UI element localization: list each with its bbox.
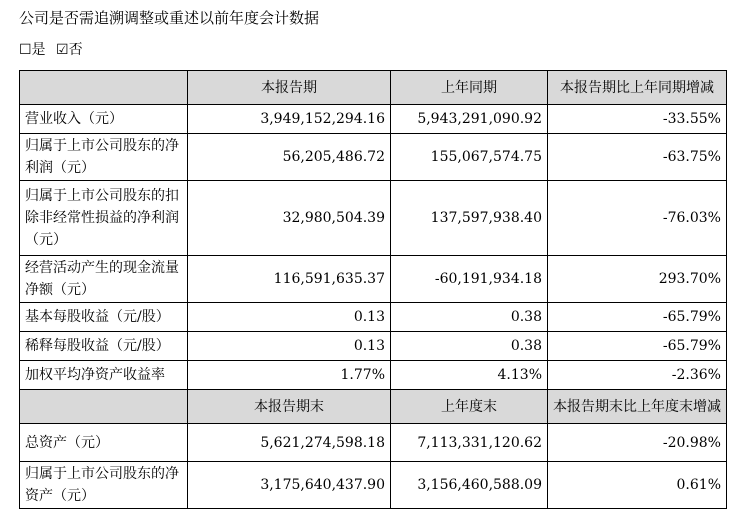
current-value: 32,980,504.39 bbox=[188, 181, 391, 256]
table-row bbox=[20, 303, 727, 332]
prior-value: 7,113,331,120.62 bbox=[391, 424, 548, 462]
header-current-period: 本报告期 bbox=[188, 71, 391, 105]
header-row-period-end bbox=[20, 390, 727, 424]
header-prior-period: 上年同期 bbox=[391, 71, 548, 105]
table-row bbox=[20, 134, 727, 181]
header-blank bbox=[20, 71, 188, 105]
row-label: 经营活动产生的现金流量净额（元） bbox=[20, 256, 188, 303]
row-label: 总资产（元） bbox=[20, 424, 188, 462]
choice-yes: ☐是 bbox=[19, 42, 46, 58]
current-value: 0.13 bbox=[188, 303, 391, 332]
row-label: 归属于上市公司股东的净资产（元） bbox=[20, 462, 188, 509]
table-row bbox=[20, 424, 727, 462]
change-value: -65.79% bbox=[548, 303, 727, 332]
header-blank bbox=[20, 390, 188, 424]
current-value: 116,591,635.37 bbox=[188, 256, 391, 303]
row-label: 归属于上市公司股东的扣除非经常性损益的净利润（元） bbox=[20, 181, 188, 256]
prior-value: 137,597,938.40 bbox=[391, 181, 548, 256]
header-prior-year-end: 上年度末 bbox=[391, 390, 548, 424]
current-value: 56,205,486.72 bbox=[188, 134, 391, 181]
prior-value: 3,156,460,588.09 bbox=[391, 462, 548, 509]
change-value: -2.36% bbox=[548, 361, 727, 390]
header-period-change: 本报告期比上年同期增减 bbox=[548, 71, 727, 105]
header-row-period bbox=[20, 71, 727, 105]
table-row bbox=[20, 462, 727, 509]
header-period-end-change: 本报告期末比上年度末增减 bbox=[548, 390, 727, 424]
change-value: 0.61% bbox=[548, 462, 727, 509]
restatement-choices bbox=[19, 40, 89, 60]
row-label: 稀释每股收益（元/股） bbox=[20, 332, 188, 361]
current-value: 5,621,274,598.18 bbox=[188, 424, 391, 462]
table-row bbox=[20, 181, 727, 256]
table-row bbox=[20, 256, 727, 303]
table-row bbox=[20, 105, 727, 134]
table-row bbox=[20, 332, 727, 361]
change-value: -20.98% bbox=[548, 424, 727, 462]
change-value: -33.55% bbox=[548, 105, 727, 134]
question-text: 公司是否需追溯调整或重述以前年度会计数据 bbox=[19, 9, 320, 27]
prior-value: 0.38 bbox=[391, 332, 548, 361]
row-label: 营业收入（元） bbox=[20, 105, 188, 134]
change-value: -65.79% bbox=[548, 332, 727, 361]
choice-no: ☑否 bbox=[56, 42, 83, 58]
change-value: -76.03% bbox=[548, 181, 727, 256]
prior-value: -60,191,934.18 bbox=[391, 256, 548, 303]
current-value: 1.77% bbox=[188, 361, 391, 390]
prior-value: 155,067,574.75 bbox=[391, 134, 548, 181]
header-current-period-end: 本报告期末 bbox=[188, 390, 391, 424]
row-label: 基本每股收益（元/股） bbox=[20, 303, 188, 332]
table-row bbox=[20, 361, 727, 390]
row-label: 归属于上市公司股东的净利润（元） bbox=[20, 134, 188, 181]
change-value: 293.70% bbox=[548, 256, 727, 303]
row-label: 加权平均净资产收益率 bbox=[20, 361, 188, 390]
prior-value: 5,943,291,090.92 bbox=[391, 105, 548, 134]
current-value: 0.13 bbox=[188, 332, 391, 361]
financial-data-table bbox=[19, 70, 727, 509]
change-value: -63.75% bbox=[548, 134, 727, 181]
prior-value: 0.38 bbox=[391, 303, 548, 332]
current-value: 3,175,640,437.90 bbox=[188, 462, 391, 509]
current-value: 3,949,152,294.16 bbox=[188, 105, 391, 134]
prior-value: 4.13% bbox=[391, 361, 548, 390]
